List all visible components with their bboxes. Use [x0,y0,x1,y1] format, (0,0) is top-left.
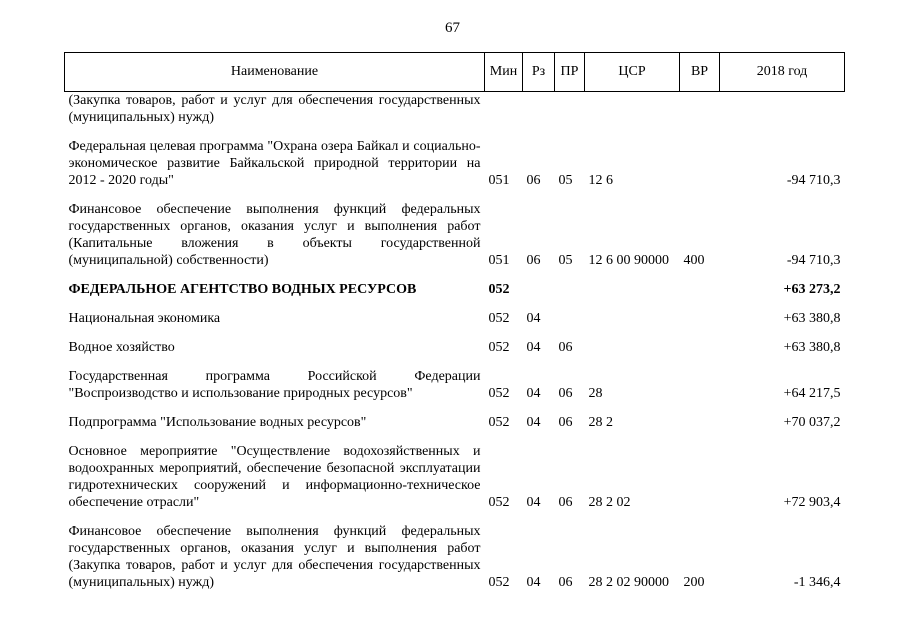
table-row [65,356,845,402]
header-csr: ЦСР [585,53,680,92]
row-min [485,92,523,127]
header-min: Мин [485,53,523,92]
row-rz: 04 [526,340,541,355]
header-year: 2018 год [720,53,845,92]
row-rz: 04 [526,575,541,590]
row-pr: 06 [558,575,573,590]
row-sum: -94 710,3 [786,253,841,268]
row-min: 052 [488,575,510,590]
row-sum: +72 903,4 [783,495,841,510]
row-rz [523,92,555,127]
table-header [65,53,845,92]
row-sum: +70 037,2 [783,415,841,430]
row-min: 052 [488,282,510,297]
row-pr [555,298,585,327]
table-row [65,327,845,356]
row-name: Национальная экономика [68,311,221,326]
row-rz: 04 [526,386,541,401]
row-sum: +63 380,8 [783,340,841,355]
row-csr: 12 6 00 90000 [588,253,669,268]
row-name: Государственная программа Российской Федерации "Воспроизводство и использование природных ресурсов" [68,369,481,401]
page-number: 67 [445,20,460,36]
row-min: 051 [488,173,510,188]
row-rz: 04 [526,311,541,326]
row-name: Финансовое обеспечение выполнения функций федеральных государственных органов, оказания услуг и выполнения работ (Закупка товаров, работ и услуг для обеспечения государственных (муниципальных) нужд) [68,524,481,590]
row-sum: -1 346,4 [793,575,841,590]
row-name: Основное мероприятие "Осуществление водохозяйственных и водоохранных мероприятий, обеспечение безопасной эксплуатации гидротехнических сооружений и информационно-техническое обеспечение отрасли" [68,444,481,510]
header-name: Наименование [65,53,485,92]
row-rz: 06 [526,173,541,188]
row-pr [555,269,585,298]
row-name: Финансовое обеспечение выполнения функций федеральных государственных органов, оказания услуг и выполнения работ (Капитальные вложения в объекты государственной (муниципальной) собственности) [68,202,481,268]
row-pr: 06 [558,415,573,430]
row-pr: 06 [558,340,573,355]
table-row [65,189,845,269]
row-csr: 12 6 [588,173,613,188]
row-vr [680,402,720,431]
row-vr [680,327,720,356]
row-csr: 28 [588,386,603,401]
row-name: Федеральная целевая программа "Охрана озера Байкал и социально-экономическое развитие Байкальской природной территории на 2012 - 2020 годы" [68,139,481,188]
row-sum: +63 273,2 [783,282,841,297]
header-vr: ВР [680,53,720,92]
row-min: 052 [488,415,510,430]
row-pr: 06 [558,386,573,401]
row-name: ФЕДЕРАЛЬНОЕ АГЕНТСТВО ВОДНЫХ РЕСУРСОВ [68,282,417,297]
row-min: 052 [488,386,510,401]
row-vr: 200 [683,575,705,590]
row-rz: 04 [526,495,541,510]
row-vr: 400 [683,253,705,268]
row-min: 052 [488,311,510,326]
row-min: 052 [488,495,510,510]
row-rz: 06 [526,253,541,268]
row-rz [523,269,555,298]
row-sum: -94 710,3 [786,173,841,188]
row-name: (Закупка товаров, работ и услуг для обеспечения государственных (муниципальных) нужд) [68,93,481,125]
table-body [65,92,845,592]
header-pr: ПР [555,53,585,92]
row-sum: +63 380,8 [783,311,841,326]
table-row [65,402,845,431]
row-pr: 06 [558,495,573,510]
row-csr [585,269,680,298]
row-vr [680,298,720,327]
row-rz: 04 [526,415,541,430]
budget-table [64,52,845,591]
table-row [65,269,845,298]
row-csr [585,92,680,127]
row-sum: +64 217,5 [783,386,841,401]
row-csr [585,327,680,356]
row-vr [680,269,720,298]
table-row [65,511,845,591]
row-min: 051 [488,253,510,268]
table-row [65,298,845,327]
row-vr [680,126,720,189]
table-row [65,92,845,127]
row-sum [720,92,845,127]
row-min: 052 [488,340,510,355]
row-vr [680,431,720,511]
table-row [65,126,845,189]
row-name: Водное хозяйство [68,340,175,355]
row-pr: 05 [558,253,573,268]
row-csr [585,298,680,327]
row-csr: 28 2 [588,415,613,430]
table-row [65,431,845,511]
row-csr: 28 2 02 [588,495,631,510]
header-rz: Рз [523,53,555,92]
row-vr [680,356,720,402]
row-pr [555,92,585,127]
row-csr: 28 2 02 90000 [588,575,669,590]
row-pr: 05 [558,173,573,188]
row-name: Подпрограмма "Использование водных ресурсов" [68,415,367,430]
row-vr [680,92,720,127]
